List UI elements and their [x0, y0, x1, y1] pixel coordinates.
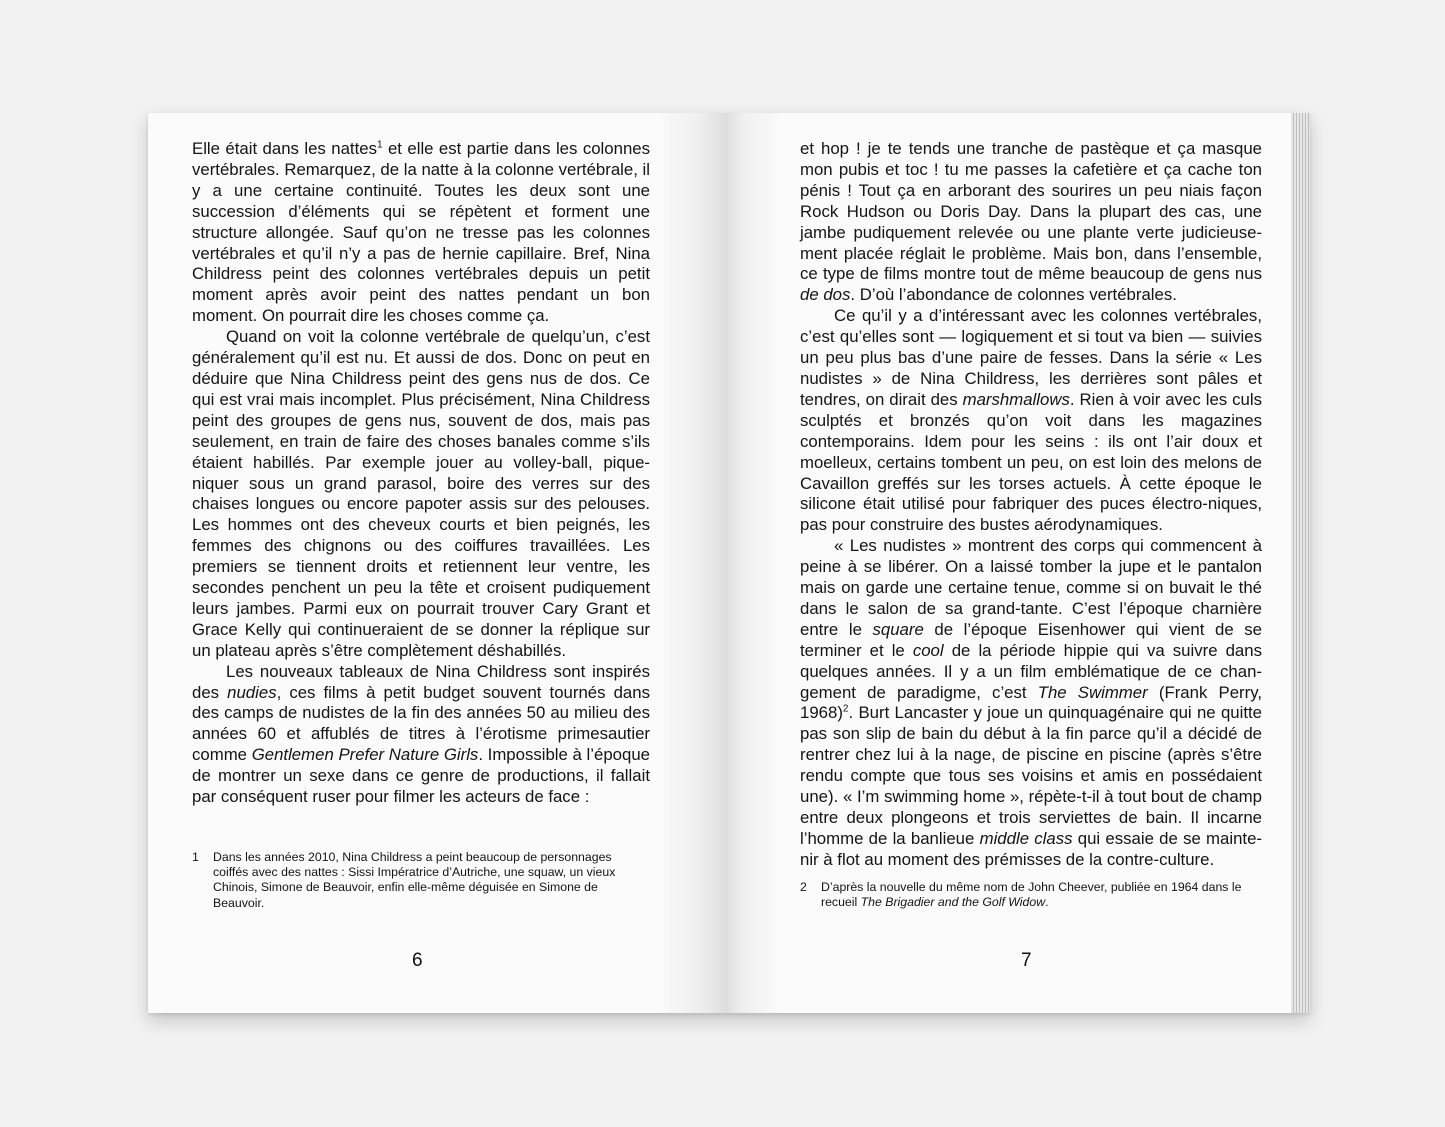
text-run: de l’époque Eisenhower qui vient de se terminer et le — [800, 619, 1262, 660]
footnote-number: 2 — [800, 880, 807, 894]
italic-term: cool — [912, 640, 944, 660]
text-run: Ce qu’il y a d’intéressant avec les colonnes vertébrales, c’est qu’elles sont — logiquement et si tout va bien — suivies un peu plus bas d’une paire de fesses. Dans la série « Les nudistes » de Nina Childress, les derrières sont pâles et tendres, on dirait des — [800, 306, 1262, 409]
italic-title: Gentlemen Prefer Nature Girls — [251, 745, 479, 765]
italic-title: The Brigadier and the Golf Widow — [860, 895, 1046, 910]
text-run: . — [1045, 895, 1049, 910]
footnote-ref: 1 — [376, 139, 383, 151]
paragraph — [800, 306, 1262, 536]
italic-term: marshmallows — [962, 389, 1070, 409]
text-run: qui essaie de se mainte-nir à flot au moment des prémisses de la contre-culture. — [800, 828, 1262, 869]
text-run: et hop ! je te tends une tranche de pastèque et ça masque mon pubis et toc ! tu me passes la cafetière et ça cache ton pénis ! Tout ça en arborant des sourires un peu niais façon Rock Hudson ou Doris Day. Dans la plupart des cas, une jambe pudiquement relevée ou une plante verte judicieuse-ment placée réglait le problème. Mais bon, dans l’ensemble, ce type de films montre tout de même beaucoup de gens nus — [800, 139, 1262, 284]
right-page-body — [800, 139, 1262, 871]
italic-term: square — [872, 619, 924, 639]
open-book — [148, 113, 1310, 1013]
text-run: . Rien à voir avec les culs sculptés et bronzés qu’on voit dans les magazines contemporains. Idem pour les seins : ils ont l’air doux et moelleux, certains tombent un peu, on est loin des melons de Cavaillon greffés sur les torses actuels. À cette époque le silicone était utilisé pour fabriquer des puces électro-niques, pas pour construire des bustes aérodynamiques. — [800, 389, 1262, 535]
left-page-body — [192, 139, 650, 808]
text-run: Les nouveaux tableaux de Nina Childress sont inspirés des — [192, 661, 650, 702]
page-edges — [1291, 113, 1310, 1013]
footnote-number: 1 — [192, 850, 199, 864]
page-number: 7 — [1021, 950, 1032, 971]
text-run: (Frank Perry, 1968) — [800, 682, 1263, 723]
footnote-ref: 2 — [842, 703, 849, 715]
italic-term: nudies — [227, 682, 277, 702]
text-run: , ces films à petit budget souvent tournés dans des camps de nudistes de la fin des années 50 au milieu des années 60 et affublés de titres à l’érotisme primesautier comme — [192, 682, 650, 765]
text-run: et elle est partie dans les colonnes vertébrales. Remarquez, de la natte à la colonne vertébrale, il y a une certaine continuité. Toutes les deux sont une succession d’éléments qui se répètent et forment une structure allongée. Sauf qu’on ne tresse pas les colonnes vertébrales et qu’il n’y a pas de hernie capillaire. Bref, Nina Childress peint des colonnes vertébrales depuis un petit moment après avoir peint des nattes pendant un bon moment. On pourrait dire les choses comme ça. — [192, 139, 651, 326]
page-number: 6 — [412, 950, 423, 971]
italic-term: de dos — [800, 285, 851, 305]
text-run: . Impossible à l’époque de montrer un sexe dans ce genre de productions, il fallait par conséquent ruser pour filmer les acteurs de face : — [192, 745, 650, 807]
italic-title: The Swimmer — [1037, 682, 1148, 702]
paragraph — [800, 536, 1262, 871]
paragraph — [192, 662, 650, 808]
text-run: . D’où l’abondance de colonnes vertébrales. — [850, 285, 1177, 305]
text-run: de la période hippie qui va suivre dans quelques années. Il y a un film emblématique de ce chan-gement de paradigme, c’est — [800, 640, 1262, 702]
text-run: . Burt Lancaster y joue un quinquagénaire qui ne quitte pas son slip de bain du début à la fin parce qu’il a décidé de rentrer chez lui à la nage, de piscine en piscine (après s’être rendu compte que tous ses voisins et amis en possédaient une). « I’m swimming home », répète-t-il à tout bout de champ entre deux plongeons et trois serviettes de bain. Il incarne l’homme de la banlieue — [800, 703, 1262, 848]
footnote-text — [821, 880, 1251, 910]
footnote-text: Dans les années 2010, Nina Childress a peint beaucoup de personnages coiffés avec des nattes : Sissi Impératrice d’Autriche, une squaw, un vieux Chinois, Simone de Beauvoir, enfin elle-même déguisée en Simone de Beauvoir. — [213, 850, 616, 910]
italic-term: middle class — [979, 828, 1073, 848]
paragraph: Quand on voit la colonne vertébrale de quelqu’un, c’est généralement qu’il est nu. Et aussi de dos. Donc on peut en déduire que Nina Childress peint des gens nus de dos. Ce qui est vrai mais incomplet. Plus précisément, Nina Childress peint des groupes de gens nus, souvent de dos, mais pas seulement, en train de faire des choses banales comme s’ils étaient habillés. Par exemple jouer au volley-ball, pique-niquer sous un grand parasol, boire des verres sur des chaises longues ou encore papoter assis sur des pelouses. Les hommes ont des cheveux courts et bien peignés, les femmes des chignons ou des coiffures travaillées. Les premiers se tiennent droits et retiennent leur ventre, les secondes penchent un peu la tête et croisent pudiquement leurs jambes. Parmi eux on pourrait trouver Cary Grant et Grace Kelly qui continueraient de se donner la réplique sur un plateau après s’être complètement déshabillés. — [192, 327, 650, 660]
text-run: Elle était dans les nattes — [192, 139, 377, 158]
text-run: D’après la nouvelle du même nom de John Cheever, publiée en 1964 dans le recueil — [821, 880, 1242, 910]
paragraph — [800, 139, 1262, 306]
paragraph — [192, 139, 650, 327]
text-run: « Les nudistes » montrent des corps qui commencent à peine à se libérer. On a laissé tomber la jupe et le pantalon mais on garde une certaine tenue, comme si on buvait le thé dans le salon de sa grand-tante. C’est l’époque charnière entre le — [800, 536, 1262, 639]
